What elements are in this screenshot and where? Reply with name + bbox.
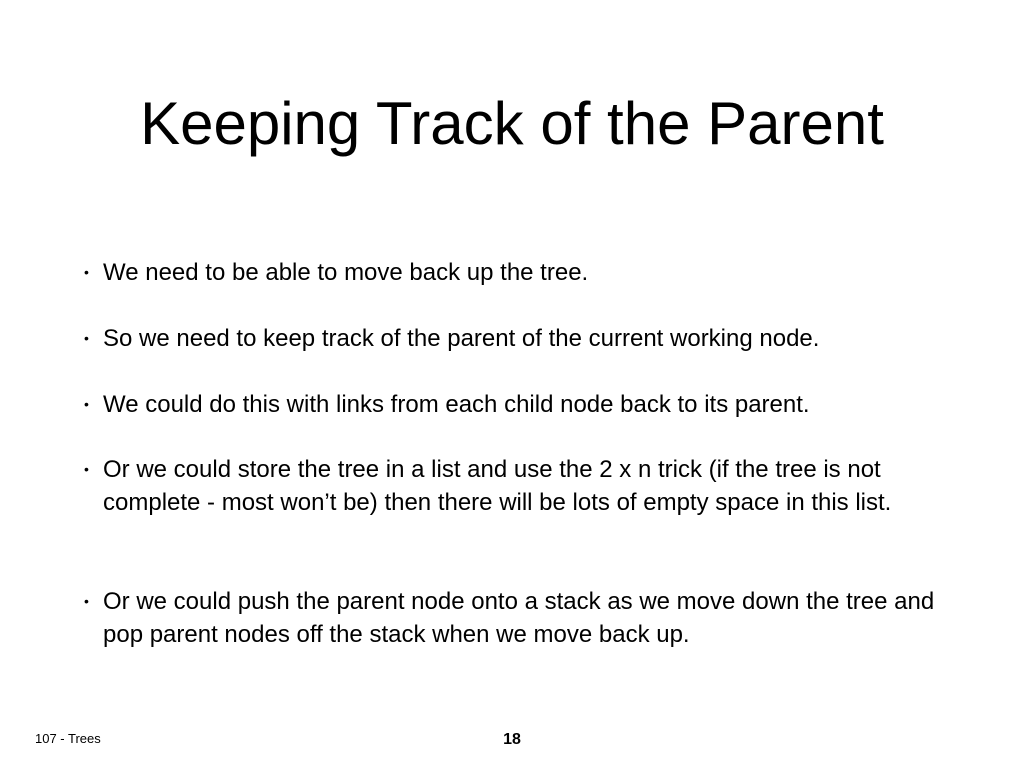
bullet-point-icon: • (84, 264, 89, 280)
bullet-item (84, 453, 944, 519)
bullet-point-icon: • (84, 461, 89, 477)
footer-course-label: 107 - Trees (35, 731, 101, 746)
bullet-text: We need to be able to move back up the tree. (103, 259, 589, 286)
bullet-point-icon: • (84, 593, 89, 609)
bullet-text: We could do this with links from each child node back to its parent. (103, 391, 810, 418)
bullet-item (84, 322, 944, 355)
slide-title: Keeping Track of the Parent (140, 90, 884, 157)
bullet-text: Or we could push the parent node onto a stack as we move down the tree and pop parent nodes off the stack when we move back up. (103, 588, 935, 648)
bullet-item (84, 388, 944, 421)
bullet-item (84, 256, 944, 289)
bullet-item (84, 585, 944, 651)
bullet-point-icon: • (84, 396, 89, 412)
bullet-point-icon: • (84, 330, 89, 346)
bullet-text: Or we could store the tree in a list and use the 2 x n trick (if the tree is not complete - most won’t be) then there will be lots of empty space in this list. (103, 456, 892, 516)
page-number: 18 (503, 731, 521, 748)
bullet-text: So we need to keep track of the parent of the current working node. (103, 325, 820, 352)
